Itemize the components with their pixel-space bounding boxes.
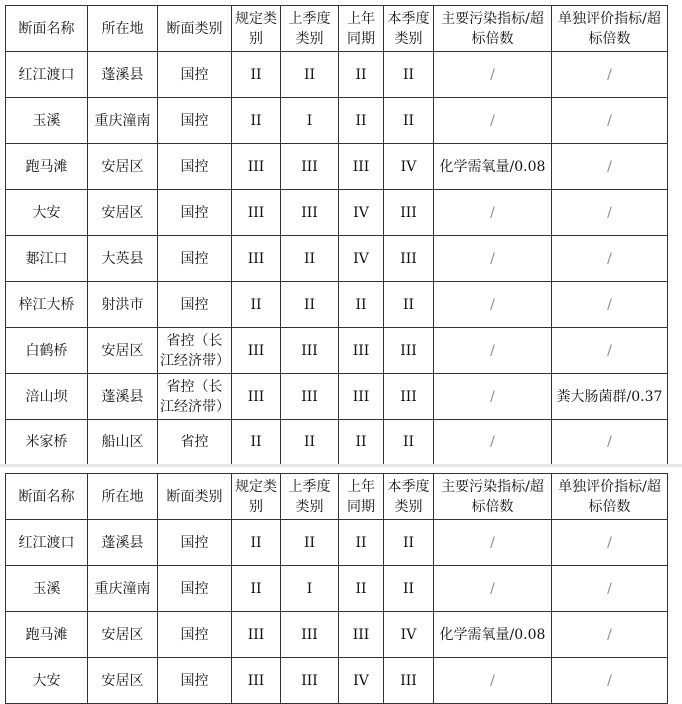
header-section-name: 断面名称 [6,6,88,52]
this-quarter-class-cell: IV [384,144,434,190]
section-name-cell: 玉溪 [6,566,88,612]
this-quarter-class-cell: II [384,566,434,612]
separate-indicator-cell: / [552,566,668,612]
separate-indicator-cell: / [552,98,668,144]
water-quality-table-2 [5,473,668,704]
main-pollutant-cell: / [434,282,552,328]
separate-indicator-cell: / [552,658,668,704]
last-quarter-class-cell: III [281,190,339,236]
table-row [6,374,668,420]
section-type-cell: 省控（长江经济带） [158,328,232,374]
table-row [6,658,668,704]
section-type-cell: 国控 [158,190,232,236]
last-quarter-class-cell: II [281,282,339,328]
table-row [6,328,668,374]
location-cell: 船山区 [88,420,158,465]
table-row [6,52,668,98]
main-pollutant-cell: / [434,328,552,374]
last-year-class-cell: III [339,374,384,420]
header-last-quarter-class: 上季度类别 [281,6,339,52]
location-cell: 重庆潼南 [88,98,158,144]
last-quarter-class-cell: I [281,98,339,144]
table-row [6,566,668,612]
main-pollutant-cell: / [434,658,552,704]
location-cell: 安居区 [88,328,158,374]
header-last-year-class: 上年同期 [339,6,384,52]
this-quarter-class-cell: II [384,282,434,328]
main-pollutant-cell: / [434,98,552,144]
location-cell: 安居区 [88,612,158,658]
required-class-cell: III [232,612,281,658]
table-row [6,190,668,236]
header-this-quarter-class: 本季度类别 [384,6,434,52]
this-quarter-class-cell: III [384,658,434,704]
last-year-class-cell: III [339,144,384,190]
last-quarter-class-cell: II [281,520,339,566]
required-class-cell: II [232,52,281,98]
last-quarter-class-cell: I [281,566,339,612]
section-type-cell: 国控 [158,612,232,658]
required-class-cell: II [232,420,281,465]
required-class-cell: III [232,236,281,282]
separate-indicator-cell: / [552,144,668,190]
main-pollutant-cell: / [434,374,552,420]
last-quarter-class-cell: III [281,612,339,658]
main-pollutant-cell: / [434,52,552,98]
section-name-cell: 白鹤桥 [6,328,88,374]
last-year-class-cell: II [339,520,384,566]
header-row [6,6,668,52]
header-main-pollutant: 主要污染指标/超标倍数 [434,474,552,520]
water-quality-table-1 [5,5,668,465]
location-cell: 蓬溪县 [88,520,158,566]
this-quarter-class-cell: IV [384,612,434,658]
table-row [6,144,668,190]
section-type-cell: 国控 [158,236,232,282]
section-type-cell: 国控 [158,282,232,328]
section-type-cell: 省控（长江经济带） [158,374,232,420]
this-quarter-class-cell: II [384,98,434,144]
header-section-name: 断面名称 [6,474,88,520]
section-type-cell: 国控 [158,520,232,566]
page-divider [0,464,682,467]
section-name-cell: 跑马滩 [6,612,88,658]
section-name-cell: 跑马滩 [6,144,88,190]
location-cell: 安居区 [88,144,158,190]
this-quarter-class-cell: III [384,236,434,282]
this-quarter-class-cell: III [384,328,434,374]
last-year-class-cell: IV [339,236,384,282]
section-name-cell: 大安 [6,658,88,704]
separate-indicator-cell: / [552,612,668,658]
header-required-class: 规定类别 [232,474,281,520]
location-cell: 射洪市 [88,282,158,328]
section-name-cell: 梓江大桥 [6,282,88,328]
required-class-cell: III [232,190,281,236]
location-cell: 安居区 [88,190,158,236]
this-quarter-class-cell: III [384,374,434,420]
section-name-cell: 红江渡口 [6,520,88,566]
main-pollutant-cell: / [434,236,552,282]
required-class-cell: II [232,520,281,566]
separate-indicator-cell: / [552,328,668,374]
header-section-type: 断面类别 [158,474,232,520]
main-pollutant-cell: 化学需氧量/0.08 [434,144,552,190]
location-cell: 安居区 [88,658,158,704]
table-row [6,420,668,465]
separate-indicator-cell: / [552,52,668,98]
this-quarter-class-cell: II [384,52,434,98]
separate-indicator-cell: / [552,190,668,236]
table-row [6,98,668,144]
required-class-cell: III [232,144,281,190]
this-quarter-class-cell: III [384,190,434,236]
header-location: 所在地 [88,6,158,52]
table-row [6,236,668,282]
separate-indicator-cell: / [552,282,668,328]
table-row [6,612,668,658]
main-pollutant-cell: 化学需氧量/0.08 [434,612,552,658]
section-type-cell: 国控 [158,658,232,704]
separate-indicator-cell: / [552,236,668,282]
required-class-cell: II [232,282,281,328]
section-name-cell: 大安 [6,190,88,236]
table-row [6,282,668,328]
last-year-class-cell: IV [339,190,384,236]
header-this-quarter-class: 本季度类别 [384,474,434,520]
section-type-cell: 国控 [158,98,232,144]
header-last-year-class: 上年同期 [339,474,384,520]
last-year-class-cell: II [339,282,384,328]
section-name-cell: 郪江口 [6,236,88,282]
last-quarter-class-cell: III [281,658,339,704]
header-separate-indicator: 单独评价指标/超标倍数 [552,6,668,52]
this-quarter-class-cell: II [384,420,434,465]
last-quarter-class-cell: II [281,420,339,465]
last-year-class-cell: IV [339,658,384,704]
last-year-class-cell: II [339,566,384,612]
required-class-cell: III [232,374,281,420]
last-quarter-class-cell: III [281,144,339,190]
last-year-class-cell: III [339,612,384,658]
section-type-cell: 国控 [158,52,232,98]
main-pollutant-cell: / [434,566,552,612]
required-class-cell: III [232,658,281,704]
last-year-class-cell: II [339,420,384,465]
header-location: 所在地 [88,474,158,520]
section-type-cell: 省控 [158,420,232,465]
separate-indicator-cell: 粪大肠菌群/0.37 [552,374,668,420]
header-main-pollutant: 主要污染指标/超标倍数 [434,6,552,52]
required-class-cell: II [232,98,281,144]
last-year-class-cell: II [339,98,384,144]
header-row [6,474,668,520]
separate-indicator-cell: / [552,420,668,465]
table-row [6,520,668,566]
header-section-type: 断面类别 [158,6,232,52]
location-cell: 蓬溪县 [88,374,158,420]
main-pollutant-cell: / [434,520,552,566]
header-last-quarter-class: 上季度类别 [281,474,339,520]
last-quarter-class-cell: III [281,328,339,374]
section-name-cell: 米家桥 [6,420,88,465]
separate-indicator-cell: / [552,520,668,566]
required-class-cell: II [232,566,281,612]
required-class-cell: III [232,328,281,374]
last-year-class-cell: III [339,328,384,374]
section-type-cell: 国控 [158,144,232,190]
section-name-cell: 玉溪 [6,98,88,144]
section-type-cell: 国控 [158,566,232,612]
header-required-class: 规定类别 [232,6,281,52]
location-cell: 大英县 [88,236,158,282]
this-quarter-class-cell: II [384,520,434,566]
location-cell: 蓬溪县 [88,52,158,98]
section-name-cell: 红江渡口 [6,52,88,98]
main-pollutant-cell: / [434,420,552,465]
last-year-class-cell: II [339,52,384,98]
location-cell: 重庆潼南 [88,566,158,612]
main-pollutant-cell: / [434,190,552,236]
last-quarter-class-cell: II [281,52,339,98]
header-separate-indicator: 单独评价指标/超标倍数 [552,474,668,520]
section-name-cell: 涪山坝 [6,374,88,420]
last-quarter-class-cell: II [281,236,339,282]
last-quarter-class-cell: III [281,374,339,420]
